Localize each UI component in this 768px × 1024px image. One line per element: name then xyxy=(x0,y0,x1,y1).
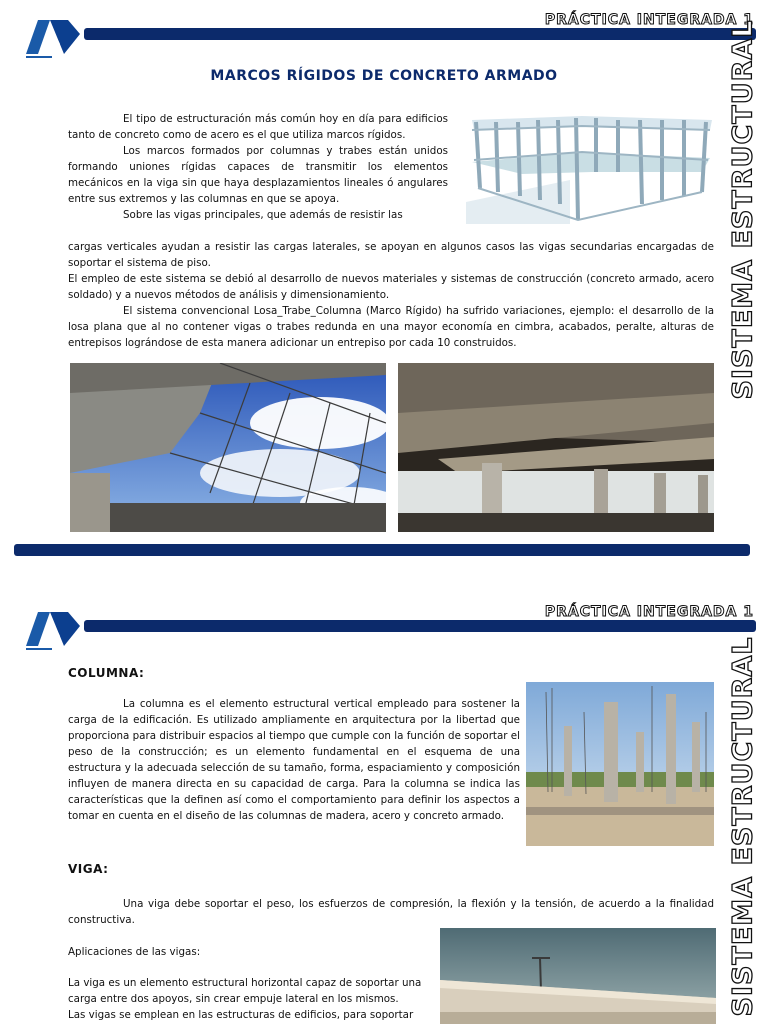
viga-heading: VIGA: xyxy=(68,862,109,876)
header-bar xyxy=(84,28,756,40)
columna-text-block xyxy=(68,696,520,824)
body-text xyxy=(68,239,714,351)
header-bar xyxy=(84,620,756,632)
columna-paragraph: La columna es el elemento estructural vertical empleado para sostener la carga de la edificación. Es utilizado ampliamente en arquitectura por la libertad que proporciona para distribuir espacios al tiempo que cumple con la función de soportar el peso de la construcción; es un elemento fundamental en el esquema de una estructura y la adecuada selección de su tamaño, forma, espaciamiento y composición influyen de manera directa en su capacidad de carga. Para la columna se indica las características que la definen así como el comportamiento para definir los aspectos a tomar en cuenta en el diseño de las columnas de madera, acero y concreto armado. xyxy=(68,698,520,822)
columna-heading: COLUMNA: xyxy=(68,666,145,680)
viga-definition: La viga es un elemento estructural horizontal capaz de soportar una carga entre dos apoyos, sin crear empuje lateral en los mismos. xyxy=(68,977,422,1005)
paragraph-5: El sistema convencional Losa_Trabe_Columna (Marco Rígido) ha sufrido variaciones, ejemplo: el desarrollo de la losa plana que al no contener vigas o trabes redunda en una mayor economía en cimbra, acabados, peralte, alturas de entrepisos lográndose de esta manera adicionar un entrepiso por cada 10 construidos. xyxy=(68,305,714,349)
university-logo xyxy=(24,14,82,60)
paragraph-4: El empleo de este sistema se debió al desarrollo de nuevos materiales y sistemas de construcción (concreto armado, acero soldado) y a nuevos métodos de análisis y dimensionamiento. xyxy=(68,273,714,301)
slab-underside-photo xyxy=(398,363,714,532)
intro-text xyxy=(68,111,448,223)
sky-frame-photo xyxy=(70,363,386,532)
viga-text-block xyxy=(68,896,714,928)
paragraph-2: Los marcos formados por columnas y trabes están unidos formando uniones rígidas capaces de transmitir los elementos mecánicos en la viga sin que haya desplazamientos lineales ó angulares entre sus extremos y las columnas en que se apoya. xyxy=(68,145,448,205)
header-title: PRÁCTICA INTEGRADA 1 xyxy=(544,12,754,28)
paragraph-1: El tipo de estructuración más común hoy en día para edificios tanto de concreto como de acero es el que utiliza marcos rígidos. xyxy=(68,113,448,141)
viga-usage: Las vigas se emplean en las estructuras de edificios, para soportar xyxy=(68,1009,414,1021)
document-title: MARCOS RÍGIDOS DE CONCRETO ARMADO xyxy=(210,68,558,84)
beam-photo xyxy=(440,928,716,1024)
viga-paragraph: Una viga debe soportar el peso, los esfuerzos de compresión, la flexión y la tensión, de acuerdo a la finalidad constructiva. xyxy=(68,898,714,926)
rigid-frame-3d-image xyxy=(462,112,716,228)
page-2 xyxy=(0,592,768,1024)
viga-applications xyxy=(68,944,438,1023)
header-title: PRÁCTICA INTEGRADA 1 xyxy=(544,604,754,620)
university-logo xyxy=(24,606,82,652)
columns-construction-photo xyxy=(526,682,714,846)
paragraph-3a: Sobre las vigas principales, que además de resistir las xyxy=(123,209,403,221)
aplicaciones-label: Aplicaciones de las vigas: xyxy=(68,946,201,958)
footer-bar xyxy=(14,544,750,556)
side-title: SISTEMA ESTRUCTURAL xyxy=(727,635,759,1017)
side-title: SISTEMA ESTRUCTURAL xyxy=(727,18,759,400)
paragraph-3b: cargas verticales ayudan a resistir las cargas laterales, se apoyan en algunos casos las vigas secundarias encargadas de soportar el sistema de piso. xyxy=(68,241,714,269)
